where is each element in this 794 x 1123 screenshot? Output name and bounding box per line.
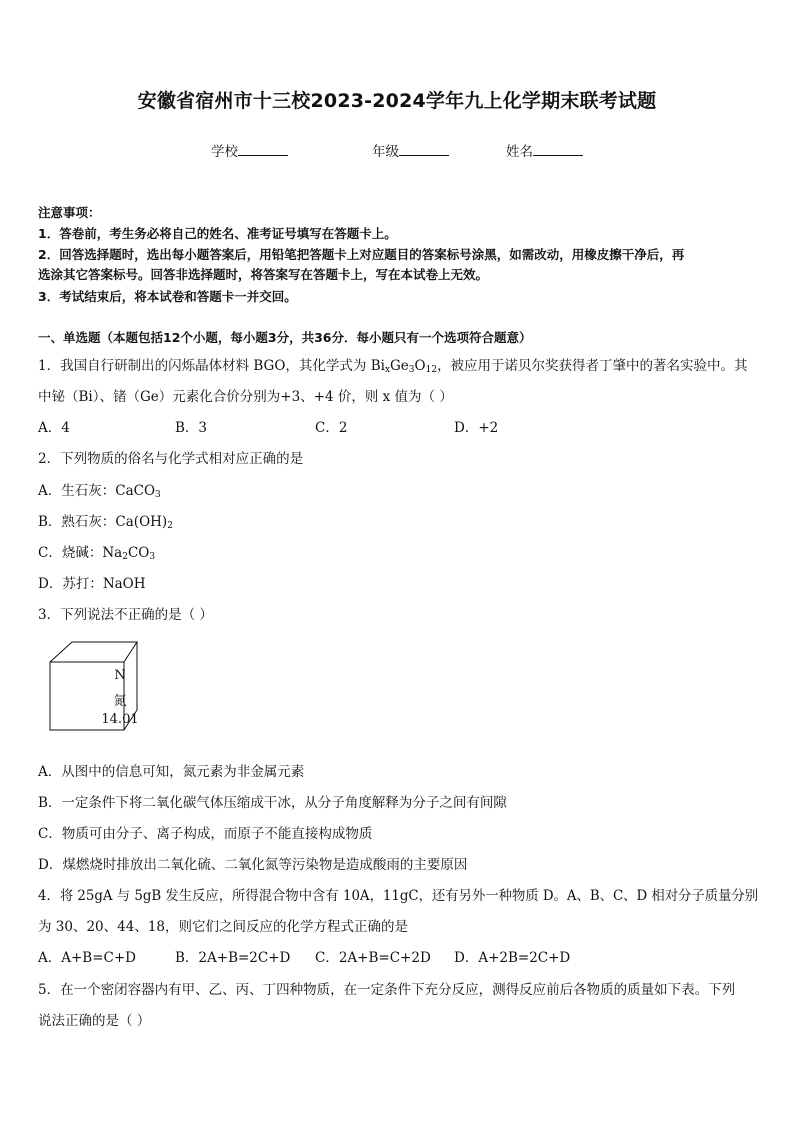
- q2-c-text: C．烧碱：Na: [38, 545, 123, 561]
- q3-option-a[interactable]: A．从图中的信息可知，氮元素为非金属元素: [38, 764, 305, 780]
- q2-option-b[interactable]: [38, 510, 173, 530]
- q1-sub-x: x: [384, 365, 391, 375]
- q5-stem-line2: 说法正确的是（ ）: [38, 1013, 151, 1029]
- q2-stem: 2．下列物质的俗名与化学式相对应正确的是: [38, 451, 304, 467]
- q4-option-d[interactable]: D．A+2B=2C+D: [454, 950, 571, 966]
- q2-a-text: A．生石灰：CaCO: [38, 483, 156, 499]
- section-heading: 一、单选题（本题包括12个小题，每小题3分，共36分．每小题只有一个选项符合题意）: [38, 330, 532, 345]
- q1-sub-12: 12: [425, 365, 438, 375]
- name-field[interactable]: [506, 140, 583, 160]
- q2-c-sub1: 2: [122, 552, 128, 562]
- q2-option-d[interactable]: D．苏打：NaOH: [38, 576, 146, 592]
- grade-label: 年级: [372, 144, 399, 160]
- q1-stem-line2: 中铋（Bi）、锗（Ge）元素化合价分别为+3、+4 价，则 x 值为（ ）: [38, 389, 453, 405]
- q1-option-c[interactable]: C．2: [315, 420, 348, 436]
- school-field[interactable]: [211, 140, 288, 160]
- q3-stem: 3．下列说法不正确的是（ ）: [38, 607, 213, 623]
- element-cube-figure: [38, 638, 142, 732]
- element-symbol: N: [114, 668, 126, 683]
- page-title: 安徽省宿州市十三校2023-2024学年九上化学期末联考试题: [137, 90, 657, 112]
- q1-option-a[interactable]: A．4: [38, 420, 70, 436]
- grade-field[interactable]: [372, 140, 449, 160]
- element-mass: 14.01: [101, 712, 139, 727]
- q1-text-b: ，被应用于诺贝尔奖获得者丁肇中的著名实验中。其: [437, 358, 748, 374]
- q1-ge: Ge: [390, 358, 409, 374]
- q2-a-sub: 3: [155, 490, 161, 500]
- q1-option-d[interactable]: D．+2: [454, 420, 499, 436]
- q2-option-a[interactable]: [38, 479, 161, 499]
- school-label: 学校: [211, 144, 238, 160]
- name-blank[interactable]: [533, 143, 583, 156]
- notice-item-3: 3．考试结束后，将本试卷和答题卡一并交回。: [38, 289, 297, 304]
- q4-stem-line2: 为 30、20、44、18，则它们之间反应的化学方程式正确的是: [38, 919, 409, 935]
- q2-c-sub2: 3: [149, 552, 156, 562]
- q2-b-text: B．熟石灰：Ca(OH): [38, 514, 168, 530]
- q2-b-sub: 2: [167, 521, 173, 531]
- element-name: 氮: [113, 694, 127, 709]
- q4-stem-line1: 4．将 25gA 与 5gB 发生反应，所得混合物中含有 10A，11gC，还有另外一种物质 D。A、B、C、D 相对分子质量分别: [38, 888, 759, 904]
- q4-option-a[interactable]: A．A+B=C+D: [38, 950, 137, 966]
- notice-item-2: 2．回答选择题时，选出每小题答案后，用铅笔把答题卡上对应题目的答案标号涂黑，如需改动，用橡皮擦干净后，再: [38, 247, 685, 262]
- q1-sub-3: 3: [408, 365, 415, 375]
- q3-option-b[interactable]: B．一定条件下将二氧化碳气体压缩成干冰，从分子角度解释为分子之间有间隙: [38, 795, 507, 811]
- q1-option-b[interactable]: B．3: [175, 420, 208, 436]
- grade-blank[interactable]: [399, 143, 449, 156]
- q2-c-mid: CO: [127, 545, 150, 561]
- q1-stem-line1: [38, 354, 748, 374]
- notice-item-1: 1．答卷前，考生务必将自己的姓名、准考证号填写在答题卡上。: [38, 226, 397, 241]
- q3-option-c[interactable]: C．物质可由分子、离子构成，而原子不能直接构成物质: [38, 826, 373, 842]
- notice-item-2-cont: 选涂其它答案标号。回答非选择题时，将答案写在答题卡上，写在本试卷上无效。: [38, 267, 489, 282]
- q4-option-b[interactable]: B．2A+B=2C+D: [175, 950, 291, 966]
- q5-stem-line1: 5．在一个密闭容器内有甲、乙、丙、丁四种物质，在一定条件下充分反应，测得反应前后各物质的质量如下表。下列: [38, 982, 736, 998]
- notice-heading: 注意事项：: [38, 205, 101, 220]
- q1-text-a: 1．我国自行研制出的闪烁晶体材料 BGO，其化学式为 Bi: [38, 358, 385, 374]
- q4-option-c[interactable]: C．2A+B=C+2D: [315, 950, 431, 966]
- name-label: 姓名: [506, 144, 533, 160]
- q2-option-c[interactable]: [38, 541, 155, 561]
- school-blank[interactable]: [238, 143, 288, 156]
- q3-option-d[interactable]: D．煤燃烧时排放出二氧化硫、二氧化氮等污染物是造成酸雨的主要原因: [38, 857, 468, 873]
- q1-o: O: [414, 358, 426, 374]
- cube-top-face: [50, 642, 137, 662]
